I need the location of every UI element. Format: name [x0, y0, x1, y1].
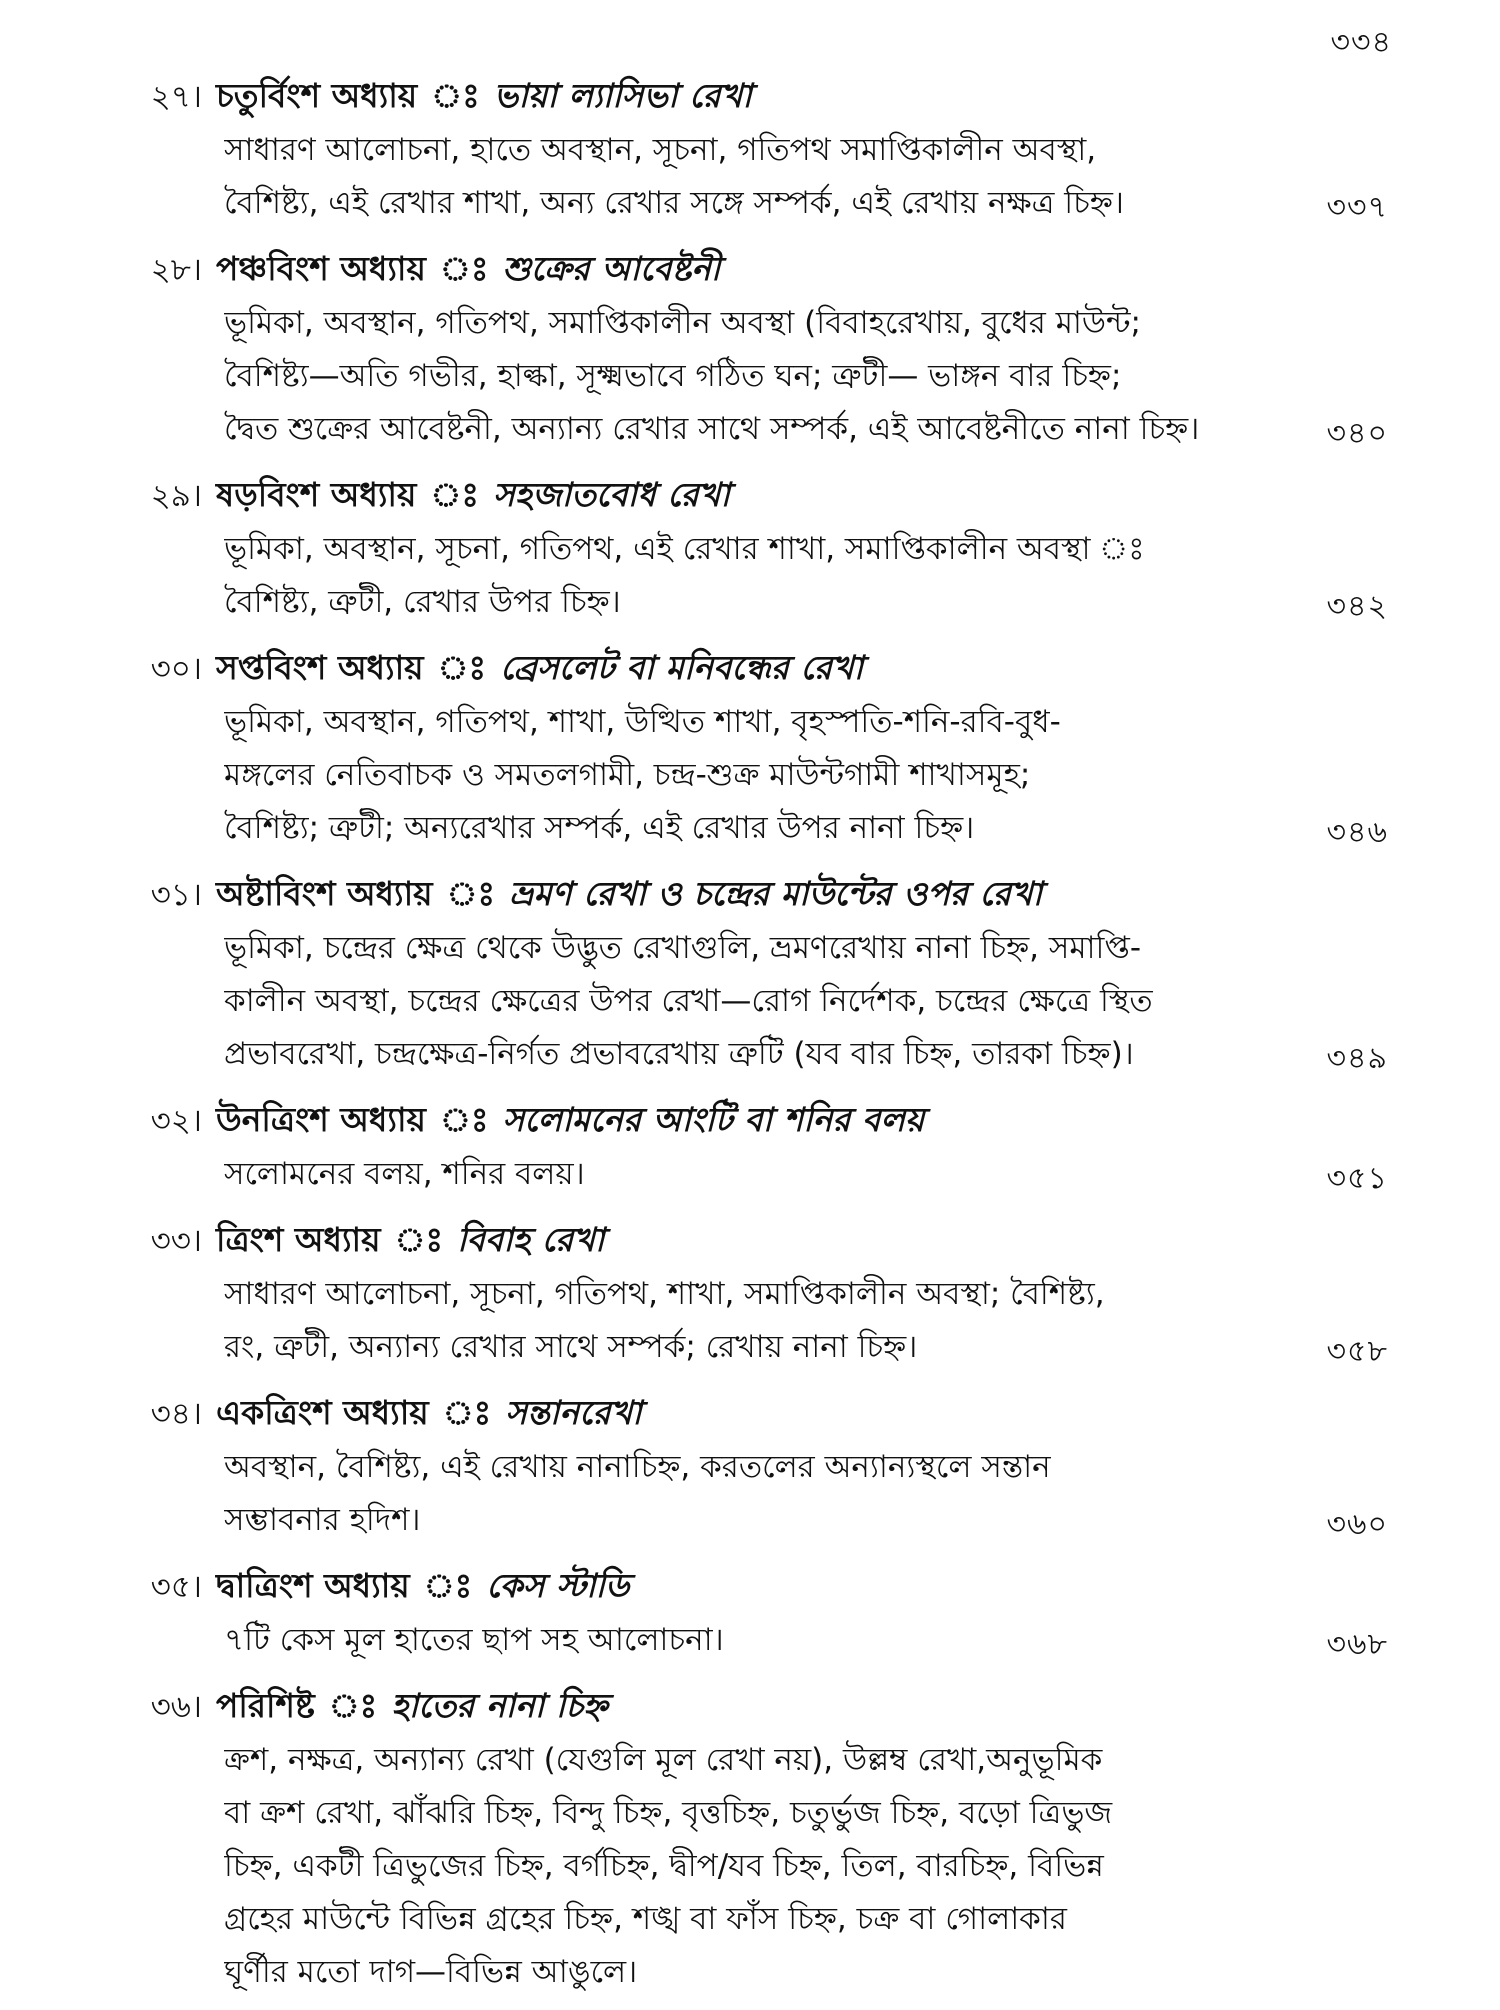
toc-entry [128, 467, 1388, 629]
entry-description [224, 1614, 1284, 1667]
chapter-separator: ঃ [439, 249, 489, 288]
entry-page-number: ৩৫১ [1326, 1161, 1388, 1196]
entry-page-number: ৩৫৮ [1326, 1334, 1388, 1369]
entry-description [224, 696, 1284, 855]
entry-description [224, 1734, 1284, 1999]
description-line: সম্ভাবনার হদিশ। [224, 1502, 421, 1538]
chapter-label: দ্বাত্রিংশ অধ্যায় [216, 1566, 410, 1605]
description-line: কালীন অবস্থা, চন্দ্রের ক্ষেত্রের উপর রেখা—রোগ নির্দেশক, চন্দ্রের ক্ষেত্রে স্থিত [224, 983, 1153, 1019]
toc-entry-heading [128, 467, 1388, 523]
entry-description [224, 523, 1284, 629]
chapter-title: সন্তানরেখা [505, 1393, 642, 1432]
chapter-separator: ঃ [423, 1566, 473, 1605]
chapter-label: উনত্রিংশ অধ্যায় [216, 1100, 426, 1139]
chapter-separator: ঃ [328, 1686, 378, 1725]
entry-number: ২৭। [150, 79, 202, 115]
toc-entry [128, 241, 1388, 456]
entry-number: ৩০। [150, 651, 202, 687]
chapter-label: একত্রিংশ অধ্যায় [216, 1393, 429, 1432]
description-line: রং, ত্রুটী, অন্যান্য রেখার সাথে সম্পর্ক; রেখায় নানা চিহ্ন। [224, 1329, 918, 1365]
chapter-title: কেস স্টাডি [486, 1566, 630, 1605]
entry-number: ৩৩। [150, 1223, 202, 1259]
description-line: বৈশিষ্ট্য; ত্রুটী; অন্যরেখার সম্পর্ক, এই রেখার উপর নানা চিহ্ন। [224, 810, 975, 846]
chapter-separator: ঃ [430, 475, 479, 514]
toc-entry [128, 1558, 1388, 1667]
entry-number: ৩৫। [150, 1569, 202, 1605]
chapter-separator: ঃ [439, 1100, 489, 1139]
toc-entry [128, 866, 1388, 1081]
entry-description [224, 297, 1284, 456]
toc-entry [128, 640, 1388, 855]
chapter-title: সহজাতবোধ রেখা [492, 475, 730, 514]
chapter-label: ষড়বিংশ অধ্যায় [216, 475, 417, 514]
table-of-contents [128, 68, 1388, 2010]
chapter-label: পঞ্চবিংশ অধ্যায় [216, 249, 426, 288]
entry-number: ৩২। [150, 1103, 202, 1139]
toc-entry-heading [128, 241, 1388, 297]
description-line: ভূমিকা, অবস্থান, সূচনা, গতিপথ, এই রেখার শাখা, সমাপ্তিকালীন অবস্থা ঃ [224, 531, 1145, 567]
description-line: ৭টি কেস মূল হাতের ছাপ সহ আলোচনা। [224, 1622, 724, 1658]
entry-page-number: ৩৩৭ [1326, 190, 1388, 225]
entry-page-number: ৩৪৯ [1326, 1041, 1388, 1076]
description-line: বৈশিষ্ট্য—অতি গভীর, হাল্কা, সূক্ষ্মভাবে গঠিত ঘন; ত্রুটী— ভাঙ্গন বার চিহ্ন; [224, 358, 1122, 394]
chapter-separator: ঃ [394, 1220, 444, 1259]
description-line: বা ক্রশ রেখা, ঝাঁঝরি চিহ্ন, বিন্দু চিহ্ন, বৃত্তচিহ্ন, চতুর্ভুজ চিহ্ন, বড়ো ত্রিভুজ [224, 1795, 1113, 1831]
entry-page-number: ৩৪০ [1326, 416, 1388, 451]
entry-page-number: ৩৪২ [1326, 589, 1388, 624]
chapter-label: ত্রিংশ অধ্যায় [216, 1220, 381, 1259]
toc-entry-heading [128, 640, 1388, 696]
toc-entry-heading [128, 1092, 1388, 1148]
chapter-title: বিবাহ রেখা [457, 1220, 605, 1259]
chapter-title: ভায়া ল্যাসিভা রেখা [493, 76, 752, 115]
description-line: ক্রশ, নক্ষত্র, অন্যান্য রেখা (যেগুলি মূল রেখা নয়), উল্লম্ব রেখা,অনুভূমিক [224, 1742, 1103, 1778]
toc-entry-heading [128, 1212, 1388, 1268]
toc-entry-heading [128, 68, 1388, 124]
entry-number: ৩৪। [150, 1396, 202, 1432]
description-line: সাধারণ আলোচনা, হাতে অবস্থান, সূচনা, গতিপথ সমাপ্তিকালীন অবস্থা, [224, 132, 1097, 168]
description-line: গ্রহের মাউন্টে বিভিন্ন গ্রহের চিহ্ন, শঙ্খ বা ফাঁস চিহ্ন, চক্র বা গোলাকার [224, 1901, 1067, 1937]
entry-description [224, 1148, 1284, 1201]
entry-page-number: ৩৬৮ [1326, 1627, 1388, 1662]
entry-number: ২৮। [150, 252, 202, 288]
description-line: বৈশিষ্ট্য, এই রেখার শাখা, অন্য রেখার সঙ্গে সম্পর্ক, এই রেখায় নক্ষত্র চিহ্ন। [224, 185, 1124, 221]
description-line: সাধারণ আলোচনা, সূচনা, গতিপথ, শাখা, সমাপ্তিকালীন অবস্থা; বৈশিষ্ট্য, [224, 1276, 1105, 1312]
toc-entry-heading [128, 866, 1388, 922]
chapter-title: ভ্রমণ রেখা ও চন্দ্রের মাউন্টের ওপর রেখা [509, 874, 1043, 913]
description-line: মঙ্গলের নেতিবাচক ও সমতলগামী, চন্দ্র-শুক্র মাউন্টগামী শাখাসমূহ; [224, 757, 1031, 793]
toc-entry-heading [128, 1678, 1388, 1734]
entry-page-number: ৩৬০ [1326, 1507, 1388, 1542]
description-line: সলোমনের বলয়, শনির বলয়। [224, 1156, 585, 1192]
entry-number: ৩১। [150, 877, 202, 913]
description-line: বৈশিষ্ট্য, ত্রুটী, রেখার উপর চিহ্ন। [224, 584, 621, 620]
entry-description [224, 1268, 1284, 1374]
entry-description [224, 124, 1284, 230]
chapter-title: সলোমনের আংটি বা শনির বলয় [502, 1100, 925, 1139]
toc-entry [128, 1385, 1388, 1547]
chapter-label: সপ্তবিংশ অধ্যায় [216, 648, 424, 687]
chapter-title: ব্রেসলেট বা মনিবন্ধের রেখা [500, 648, 864, 687]
description-line: অবস্থান, বৈশিষ্ট্য, এই রেখায় নানাচিহ্ন, করতলের অন্যান্যস্থলে সন্তান [224, 1449, 1051, 1485]
chapter-separator: ঃ [437, 648, 487, 687]
toc-entry-heading [128, 1558, 1388, 1614]
description-line: ঘূর্ণীর মতো দাগ—বিভিন্ন আঙুলে। [224, 1954, 638, 1990]
chapter-label: চতুর্বিংশ অধ্যায় [216, 76, 418, 115]
entry-description [224, 922, 1284, 1081]
entry-number: ৩৬। [150, 1689, 202, 1725]
entry-number: ২৯। [150, 478, 202, 514]
chapter-label: পরিশিষ্ট [216, 1686, 315, 1725]
toc-entry [128, 68, 1388, 230]
chapter-title: হাতের নানা চিহ্ন [391, 1686, 608, 1725]
toc-entry [128, 1678, 1388, 1999]
description-line: চিহ্ন, একটী ত্রিভুজের চিহ্ন, বর্গচিহ্ন, দ্বীপ/যব চিহ্ন, তিল, বারচিহ্ন, বিভিন্ন [224, 1848, 1104, 1884]
description-line: প্রভাবরেখা, চন্দ্রক্ষেত্র-নির্গত প্রভাবরেখায় ত্রুটি (যব বার চিহ্ন, তারকা চিহ্ন)। [224, 1036, 1134, 1072]
chapter-label: অষ্টাবিংশ অধ্যায় [216, 874, 433, 913]
chapter-separator: ঃ [442, 1393, 492, 1432]
toc-entry-heading [128, 1385, 1388, 1441]
chapter-title: শুক্রের আবেষ্টনী [502, 249, 721, 288]
chapter-separator: ঃ [431, 76, 480, 115]
description-line: ভূমিকা, অবস্থান, গতিপথ, শাখা, উত্থিত শাখা, বৃহস্পতি-শনি-রবি-বুধ- [224, 704, 1061, 740]
toc-entry [128, 1092, 1388, 1201]
description-line: ভূমিকা, অবস্থান, গতিপথ, সমাপ্তিকালীন অবস্থা (বিবাহরেখায়, বুধের মাউন্ট; [224, 305, 1141, 341]
entry-description [224, 1441, 1284, 1547]
page-number: ৩৩৪ [1330, 25, 1392, 60]
entry-page-number: ৩৪৬ [1326, 815, 1388, 850]
description-line: ভূমিকা, চন্দ্রের ক্ষেত্র থেকে উদ্ভুত রেখাগুলি, ভ্রমণরেখায় নানা চিহ্ন, সমাপ্তি- [224, 930, 1142, 966]
toc-entry [128, 1212, 1388, 1374]
description-line: দ্বৈত শুক্রের আবেষ্টনী, অন্যান্য রেখার সাথে সম্পর্ক, এই আবেষ্টনীতে নানা চিহ্ন। [224, 411, 1200, 447]
chapter-separator: ঃ [446, 874, 496, 913]
